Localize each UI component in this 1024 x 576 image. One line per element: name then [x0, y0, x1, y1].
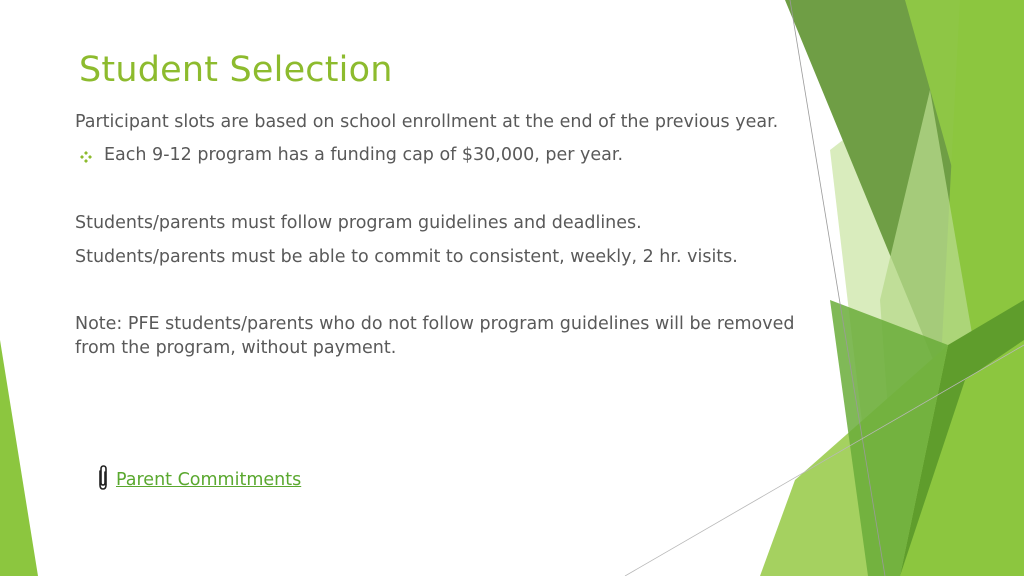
left-accent-shape [0, 340, 38, 576]
parent-commitments-link[interactable]: Parent Commitments [116, 470, 302, 490]
diamond-bullet-icon [80, 151, 92, 163]
bullet-text: Each 9-12 program has a funding cap of $30,000, per year. [104, 145, 624, 165]
text-line-enrollment: Participant slots are based on school enrollment at the end of the previous year. [75, 112, 779, 132]
text-line-commitment: Students/parents must be able to commit to consistent, weekly, 2 hr. visits. [75, 247, 738, 267]
paperclip-icon [96, 464, 110, 492]
note-text: Note: PFE students/parents who do not follow program guidelines will be removed from the program, without payment. [75, 314, 795, 358]
slide-title: Student Selection [79, 50, 393, 90]
text-line-guidelines: Students/parents must follow program guidelines and deadlines. [75, 213, 642, 233]
